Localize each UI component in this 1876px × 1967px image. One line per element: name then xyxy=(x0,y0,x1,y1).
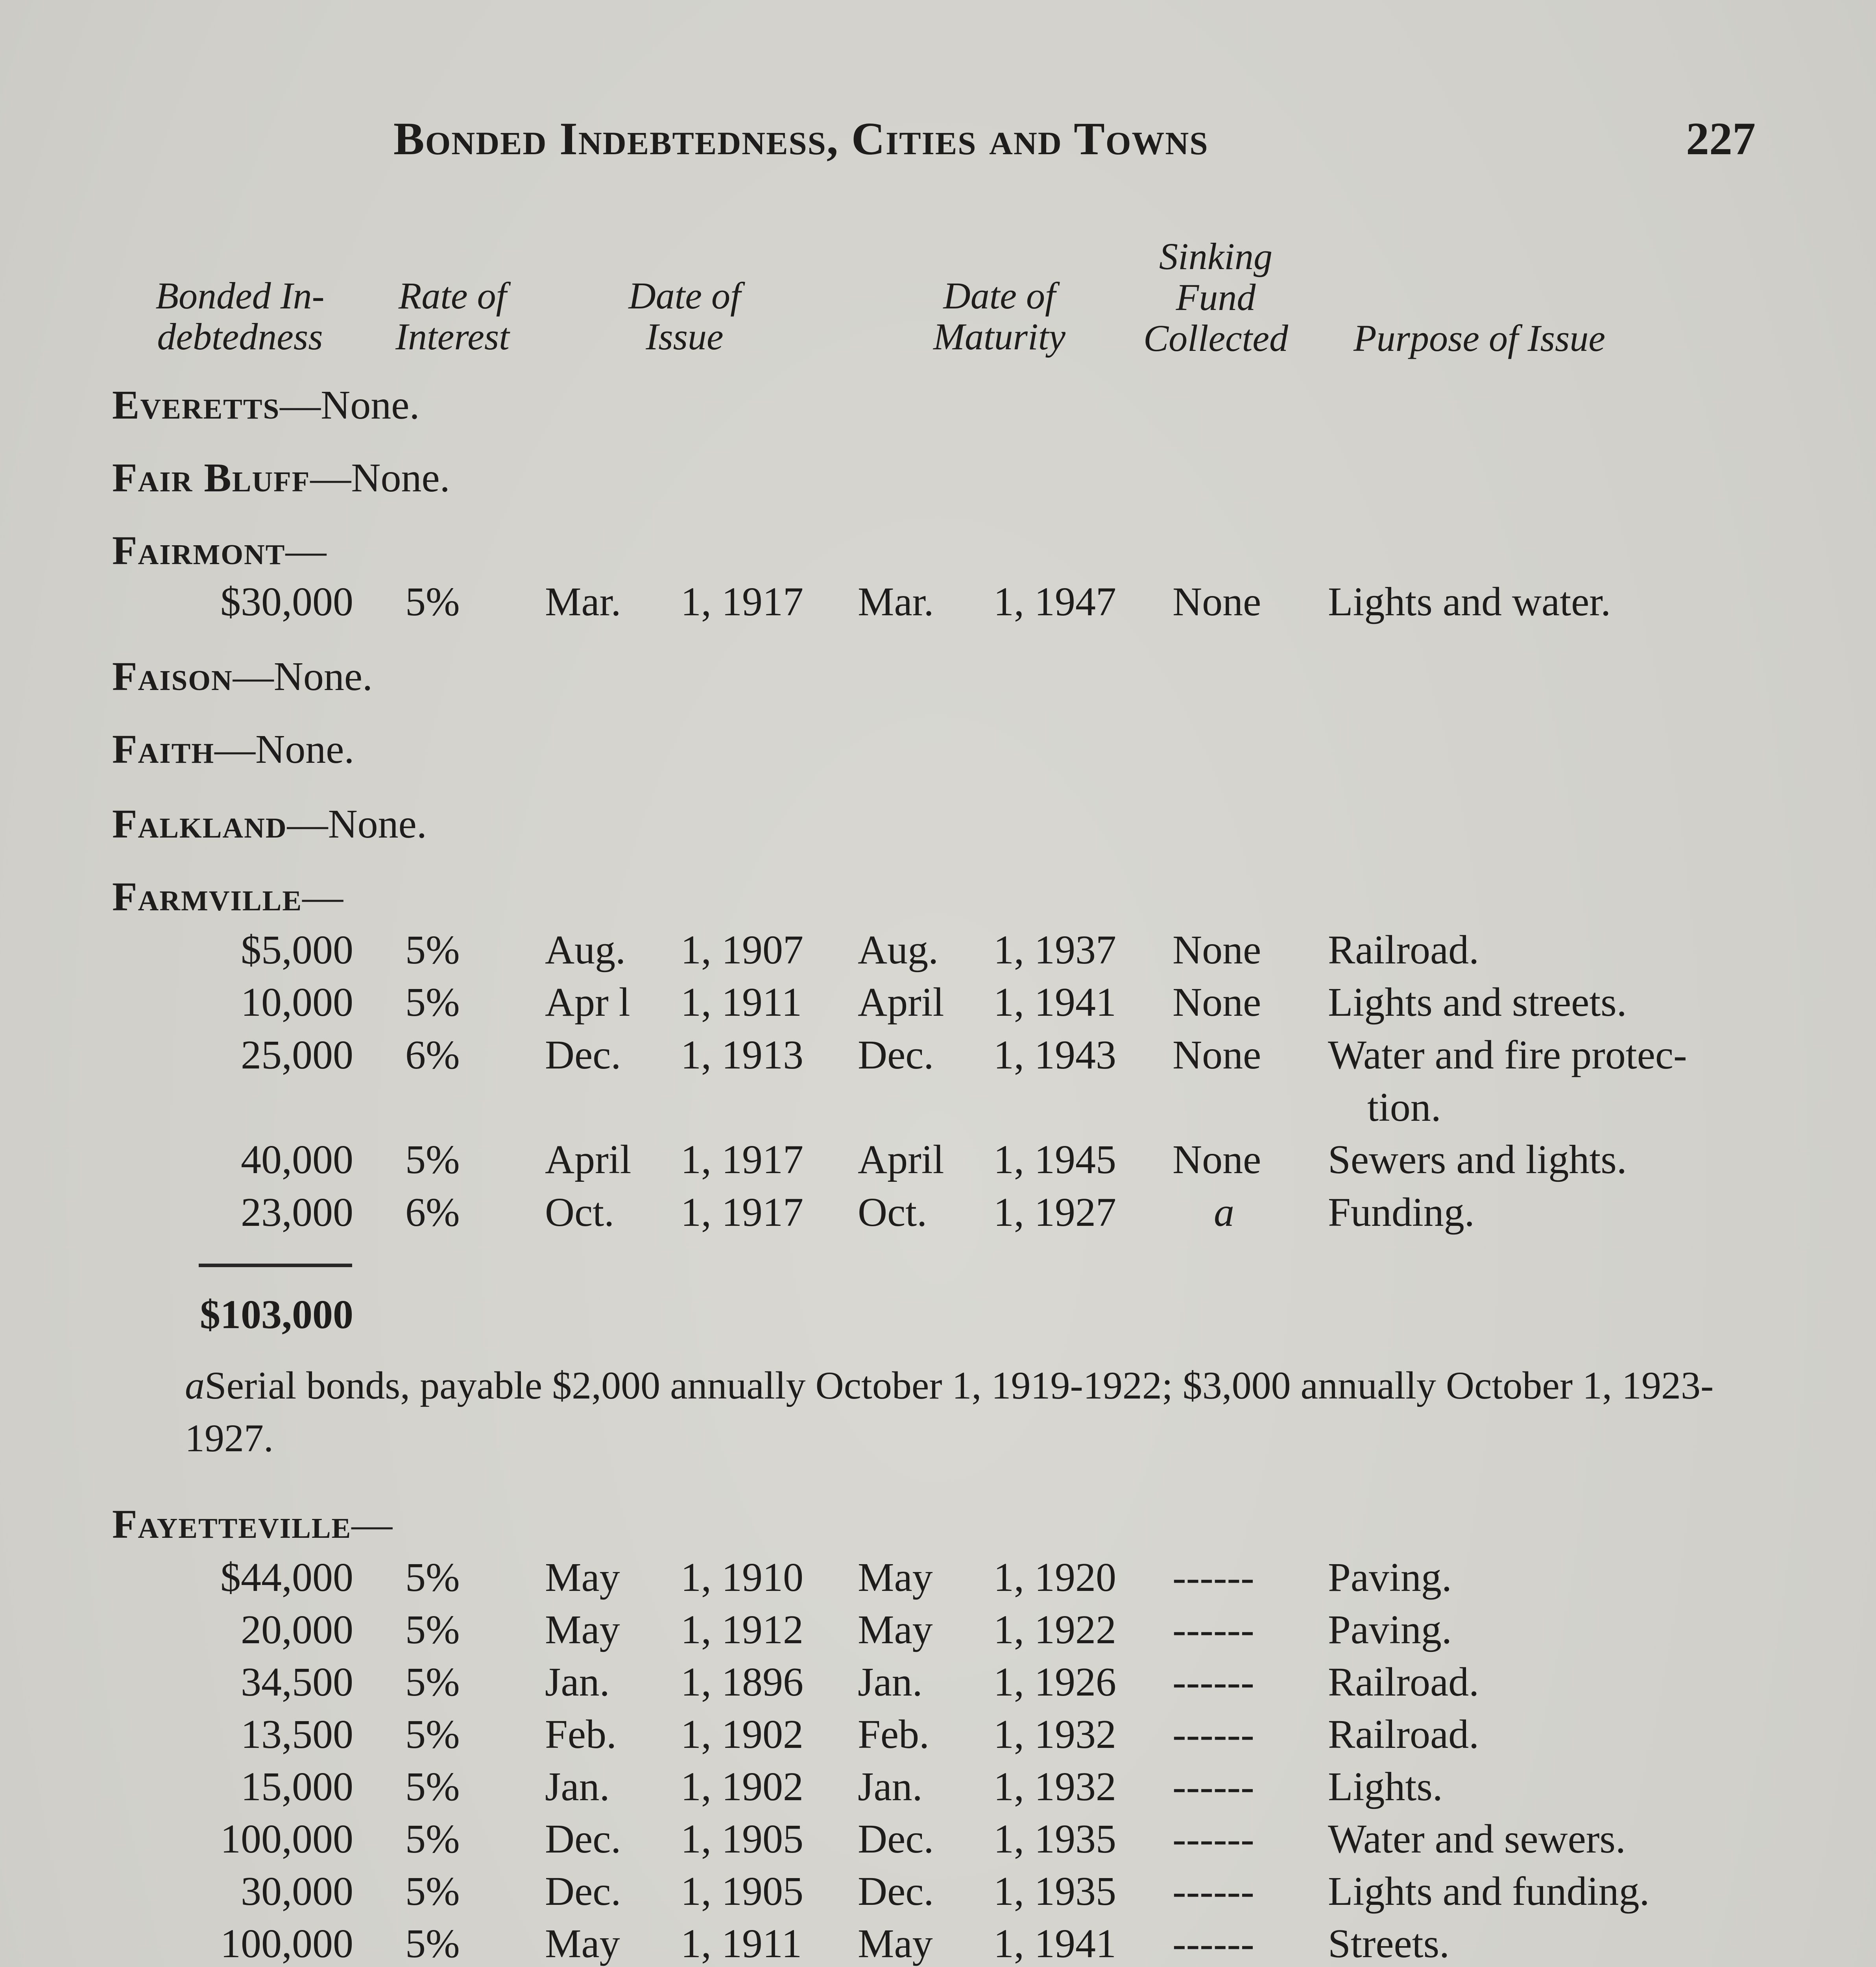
issue-year: 1, 1902 xyxy=(681,1764,803,1809)
table-row-continuation xyxy=(0,1084,1876,1135)
col-header-maturity xyxy=(897,275,1102,357)
town-farmville xyxy=(112,873,343,920)
purpose: Railroad. xyxy=(1328,1659,1479,1705)
table-row xyxy=(0,1763,1876,1814)
table-row xyxy=(0,926,1876,978)
bond-rate: 6% xyxy=(405,1190,460,1235)
issue-year: 1, 1907 xyxy=(681,927,803,972)
town-name: Fayetteville xyxy=(112,1502,352,1547)
issue-year: 1, 1913 xyxy=(681,1032,803,1078)
bond-rate: 5% xyxy=(405,927,460,972)
sinking-fund: ------ xyxy=(1172,1816,1254,1862)
town-fair-bluff xyxy=(112,454,450,501)
table-row xyxy=(0,1711,1876,1762)
bond-rate: 5% xyxy=(405,1869,460,1914)
purpose: Railroad. xyxy=(1328,1712,1479,1757)
col-header-amount-line: Bonded In- xyxy=(155,275,325,317)
bond-rate: 5% xyxy=(405,579,460,624)
purpose: Paving. xyxy=(1328,1555,1452,1600)
town-suffix: —None. xyxy=(233,654,373,699)
footnote-mark: a xyxy=(185,1364,205,1407)
issue-month: May xyxy=(545,1607,620,1652)
maturity-month: Dec. xyxy=(858,1032,934,1078)
maturity-year: 1, 1935 xyxy=(993,1816,1116,1862)
maturity-year: 1, 1926 xyxy=(993,1659,1116,1705)
maturity-year: 1, 1922 xyxy=(993,1607,1116,1652)
maturity-month: Jan. xyxy=(858,1659,923,1705)
purpose: Funding. xyxy=(1328,1190,1475,1235)
maturity-year: 1, 1945 xyxy=(993,1137,1116,1182)
table-row xyxy=(0,578,1876,629)
col-header-maturity-line: Maturity xyxy=(933,316,1065,358)
bond-rate: 5% xyxy=(405,1921,460,1966)
maturity-month: May xyxy=(858,1921,933,1966)
total-amount: $103,000 xyxy=(200,1292,353,1337)
town-suffix: — xyxy=(302,874,343,919)
bond-rate: 5% xyxy=(405,1137,460,1182)
sinking-fund: ------ xyxy=(1172,1921,1254,1966)
maturity-month: Dec. xyxy=(858,1816,934,1862)
maturity-year: 1, 1935 xyxy=(993,1869,1116,1914)
issue-month: Mar. xyxy=(545,579,621,624)
bond-amount: $5,000 xyxy=(241,927,353,972)
maturity-month: Oct. xyxy=(858,1190,927,1235)
table-row xyxy=(0,1189,1876,1240)
bond-rate: 5% xyxy=(405,1816,460,1862)
issue-month: Feb. xyxy=(545,1712,617,1757)
purpose: Sewers and lights. xyxy=(1328,1137,1627,1182)
maturity-year: 1, 1941 xyxy=(993,1921,1116,1966)
table-row xyxy=(0,1606,1876,1657)
col-header-rate-line: Rate of xyxy=(398,275,507,317)
col-header-sinking-fund xyxy=(1113,236,1318,359)
town-fairmont xyxy=(112,527,326,574)
issue-year: 1, 1910 xyxy=(681,1555,803,1600)
town-name: Everetts xyxy=(112,382,280,428)
bond-rate: 5% xyxy=(405,1607,460,1652)
table-row xyxy=(0,1920,1876,1967)
issue-month: Jan. xyxy=(545,1764,610,1809)
sinking-fund: None xyxy=(1172,980,1261,1025)
maturity-year: 1, 1937 xyxy=(993,927,1116,972)
issue-month: Aug. xyxy=(545,927,626,972)
page-number: 227 xyxy=(1686,113,1756,164)
maturity-month: April xyxy=(858,1137,944,1182)
table-row xyxy=(0,1554,1876,1605)
sinking-fund: None xyxy=(1172,927,1261,972)
maturity-year: 1, 1943 xyxy=(993,1032,1116,1078)
col-header-amount-line: debtedness xyxy=(157,316,323,358)
issue-year: 1, 1912 xyxy=(681,1607,803,1652)
issue-year: 1, 1911 xyxy=(681,980,802,1025)
sinking-fund: ------ xyxy=(1172,1607,1254,1652)
col-header-amount xyxy=(130,275,350,357)
col-header-sinking-line: Fund xyxy=(1176,276,1256,318)
bond-amount: 34,500 xyxy=(241,1659,353,1705)
col-header-maturity-line: Date of xyxy=(943,275,1056,317)
issue-month: Apr l xyxy=(545,980,630,1025)
purpose: Paving. xyxy=(1328,1607,1452,1652)
town-suffix: —None. xyxy=(287,801,427,847)
bond-amount: 23,000 xyxy=(241,1190,353,1235)
issue-month: May xyxy=(545,1921,620,1966)
town-name: Fair Bluff xyxy=(112,455,310,500)
issue-year: 1, 1896 xyxy=(681,1659,803,1705)
bond-amount: 100,000 xyxy=(220,1921,353,1966)
purpose: Water and sewers. xyxy=(1328,1816,1626,1862)
issue-year: 1, 1905 xyxy=(681,1816,803,1862)
issue-month: Dec. xyxy=(545,1869,621,1914)
bond-rate: 6% xyxy=(405,1032,460,1078)
table-row xyxy=(0,1659,1876,1710)
town-suffix: — xyxy=(351,1502,393,1547)
table-row xyxy=(0,1031,1876,1083)
bond-amount: 13,500 xyxy=(241,1712,353,1757)
town-falkland xyxy=(112,801,427,847)
town-name: Faison xyxy=(112,654,233,699)
sinking-fund: ------ xyxy=(1172,1555,1254,1600)
table-row xyxy=(0,1136,1876,1187)
table-row xyxy=(0,1816,1876,1867)
town-name: Faith xyxy=(112,727,215,772)
maturity-month: May xyxy=(858,1555,933,1600)
purpose: Lights and streets. xyxy=(1328,980,1627,1025)
town-name: Farmville xyxy=(112,874,303,919)
bond-amount: 25,000 xyxy=(241,1032,353,1078)
sinking-fund: ------ xyxy=(1172,1712,1254,1757)
bond-rate: 5% xyxy=(405,1712,460,1757)
sinking-fund: ------ xyxy=(1172,1764,1254,1809)
maturity-year: 1, 1932 xyxy=(993,1764,1116,1809)
col-header-issue xyxy=(582,275,787,357)
bond-amount: 15,000 xyxy=(241,1764,353,1809)
footnote-text: Serial bonds, payable $2,000 annually October 1, 1919-1922; $3,000 annually October 1, 1923-1927. xyxy=(185,1364,1714,1460)
maturity-month: April xyxy=(858,980,944,1025)
col-header-issue-line: Issue xyxy=(646,316,724,358)
bond-amount: $30,000 xyxy=(220,579,353,624)
col-header-sinking-line: Collected xyxy=(1143,317,1288,359)
bond-amount: 30,000 xyxy=(241,1869,353,1914)
town-faith xyxy=(112,726,354,773)
purpose: Water and fire protec- xyxy=(1328,1032,1687,1078)
col-header-purpose-line: Purpose of Issue xyxy=(1353,317,1605,359)
town-name: Fairmont xyxy=(112,528,286,573)
sinking-fund: ------ xyxy=(1172,1659,1254,1705)
sinking-fund: ------ xyxy=(1172,1869,1254,1914)
maturity-month: Aug. xyxy=(858,927,939,972)
sinking-fund: None xyxy=(1172,579,1261,624)
maturity-year: 1, 1932 xyxy=(993,1712,1116,1757)
maturity-year: 1, 1941 xyxy=(993,980,1116,1025)
bond-rate: 5% xyxy=(405,1555,460,1600)
bond-rate: 5% xyxy=(405,1659,460,1705)
maturity-month: Mar. xyxy=(858,579,934,624)
bond-amount: $44,000 xyxy=(220,1555,353,1600)
issue-year: 1, 1911 xyxy=(681,1921,802,1966)
running-header-title: Bonded Indebtedness, Cities and Towns xyxy=(393,113,1209,164)
col-header-sinking-line: Sinking xyxy=(1159,235,1272,277)
bond-amount: 10,000 xyxy=(241,980,353,1025)
bond-rate: 5% xyxy=(405,1764,460,1809)
col-header-issue-line: Date of xyxy=(628,275,741,317)
issue-month: Jan. xyxy=(545,1659,610,1705)
issue-month: Dec. xyxy=(545,1816,621,1862)
issue-month: May xyxy=(545,1555,620,1600)
maturity-year: 1, 1947 xyxy=(993,579,1116,624)
purpose: Lights and funding. xyxy=(1328,1869,1650,1914)
purpose: Lights. xyxy=(1328,1764,1443,1809)
town-suffix: —None. xyxy=(214,727,355,772)
maturity-month: Feb. xyxy=(858,1712,929,1757)
issue-month: Dec. xyxy=(545,1032,621,1078)
town-suffix: — xyxy=(285,528,327,573)
issue-year: 1, 1917 xyxy=(681,1137,803,1182)
maturity-month: Jan. xyxy=(858,1764,923,1809)
maturity-month: May xyxy=(858,1607,933,1652)
town-faison xyxy=(112,653,373,700)
bond-amount: 20,000 xyxy=(241,1607,353,1652)
col-header-purpose xyxy=(1353,318,1715,359)
table-row xyxy=(0,979,1876,1030)
total-rule xyxy=(199,1264,352,1267)
issue-year: 1, 1905 xyxy=(681,1869,803,1914)
purpose: Railroad. xyxy=(1328,927,1479,972)
maturity-year: 1, 1927 xyxy=(993,1190,1116,1235)
footnote xyxy=(185,1359,1778,1465)
sinking-fund: None xyxy=(1172,1032,1261,1078)
col-header-rate-line: Interest xyxy=(395,316,510,358)
purpose: Lights and water. xyxy=(1328,579,1611,624)
maturity-year: 1, 1920 xyxy=(993,1555,1116,1600)
bond-rate: 5% xyxy=(405,980,460,1025)
issue-year: 1, 1917 xyxy=(681,1190,803,1235)
town-suffix: —None. xyxy=(310,455,450,500)
bond-amount: 100,000 xyxy=(220,1816,353,1862)
sinking-fund: None xyxy=(1172,1137,1261,1182)
town-everetts xyxy=(112,382,419,428)
town-name: Falkland xyxy=(112,801,287,847)
table-row xyxy=(0,1868,1876,1919)
purpose: Streets. xyxy=(1328,1921,1450,1966)
issue-month: April xyxy=(545,1137,631,1182)
maturity-month: Dec. xyxy=(858,1869,934,1914)
bond-amount: 40,000 xyxy=(241,1137,353,1182)
town-fayetteville xyxy=(112,1501,392,1548)
issue-month: Oct. xyxy=(545,1190,615,1235)
sinking-fund: a xyxy=(1214,1190,1234,1235)
issue-year: 1, 1917 xyxy=(681,579,803,624)
col-header-rate xyxy=(370,275,535,357)
issue-year: 1, 1902 xyxy=(681,1712,803,1757)
purpose-continuation: tion. xyxy=(1367,1085,1441,1130)
town-suffix: —None. xyxy=(280,382,420,428)
